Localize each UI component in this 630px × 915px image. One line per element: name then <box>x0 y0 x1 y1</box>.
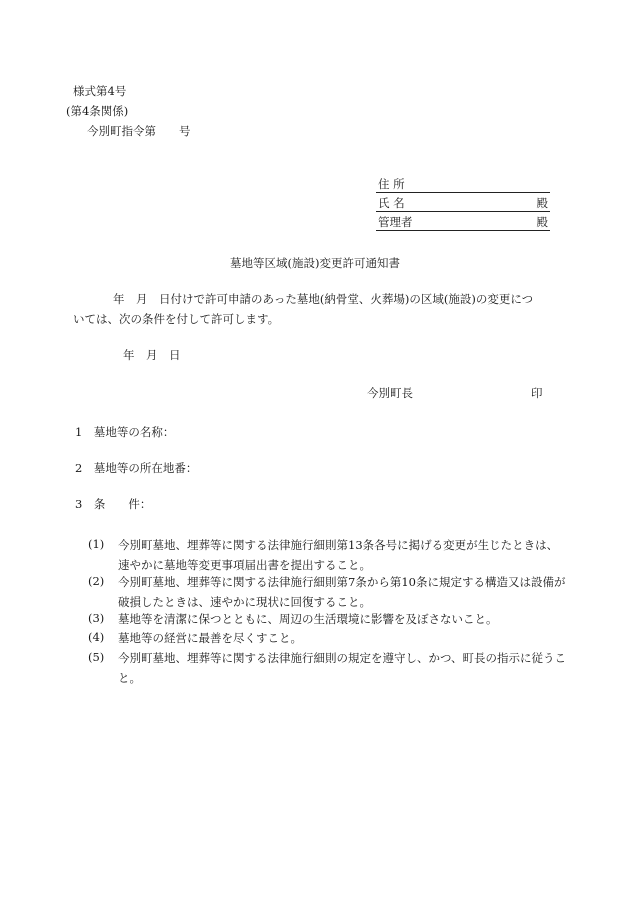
document-title: 墓地等区域(施設)変更許可通知書 <box>230 256 400 270</box>
name-suffix: 殿 <box>536 195 548 210</box>
manager-label: 管理者 <box>378 214 413 229</box>
name-label: 氏 名 <box>378 195 405 210</box>
body-line-1: 年 月 日付けで許可申請のあった墓地(納骨堂、火葬場)の区域(施設)の変更につ <box>113 292 534 306</box>
condition-number: (5) <box>88 650 105 664</box>
name-row <box>376 196 550 212</box>
condition-text: 墓地等の経営に最善を尽くすこと。 <box>118 631 302 645</box>
condition-number: (1) <box>88 537 105 551</box>
cemetery-name-label: 1 墓地等の名称： <box>75 425 175 439</box>
cemetery-location-label: 2 墓地等の所在地番： <box>75 461 198 475</box>
condition-text: 墓地等を清潔に保つとともに、周辺の生活環境に影響を及ぼさないこと。 <box>118 612 498 626</box>
address-row <box>376 177 550 193</box>
condition-text: 今別町墓地、埋葬等に関する法律施行細則の規定を遵守し、かつ、町長の指示に従うこと。 <box>118 651 567 685</box>
condition-text: 今別町墓地、埋葬等に関する法律施行細則第13条各号に掲げる変更が生じたときは、速やかに墓地等変更事項届出書を提出すること。 <box>118 538 559 572</box>
manager-suffix: 殿 <box>536 214 548 229</box>
conditions-label: 3 条 件： <box>75 497 152 511</box>
condition-text: 今別町墓地、埋葬等に関する法律施行細則第7条から第10条に規定する構造又は設備が破損したときは、速やかに現状に回復すること。 <box>118 575 566 609</box>
form-number: 様式第4号 <box>73 84 127 98</box>
issue-date: 年 月 日 <box>123 348 181 362</box>
manager-row <box>376 215 550 231</box>
related-article: (第4条関係) <box>66 104 129 118</box>
issuer-name: 今別町長 <box>367 386 413 400</box>
address-label: 住 所 <box>378 176 405 191</box>
body-line-2: いては、次の条件を付して許可します。 <box>73 312 280 326</box>
document-number: 今別町指令第 号 <box>87 124 191 138</box>
condition-number: (4) <box>88 630 105 644</box>
condition-number: (2) <box>88 574 105 588</box>
condition-number: (3) <box>88 611 105 625</box>
seal-mark: 印 <box>531 386 543 400</box>
